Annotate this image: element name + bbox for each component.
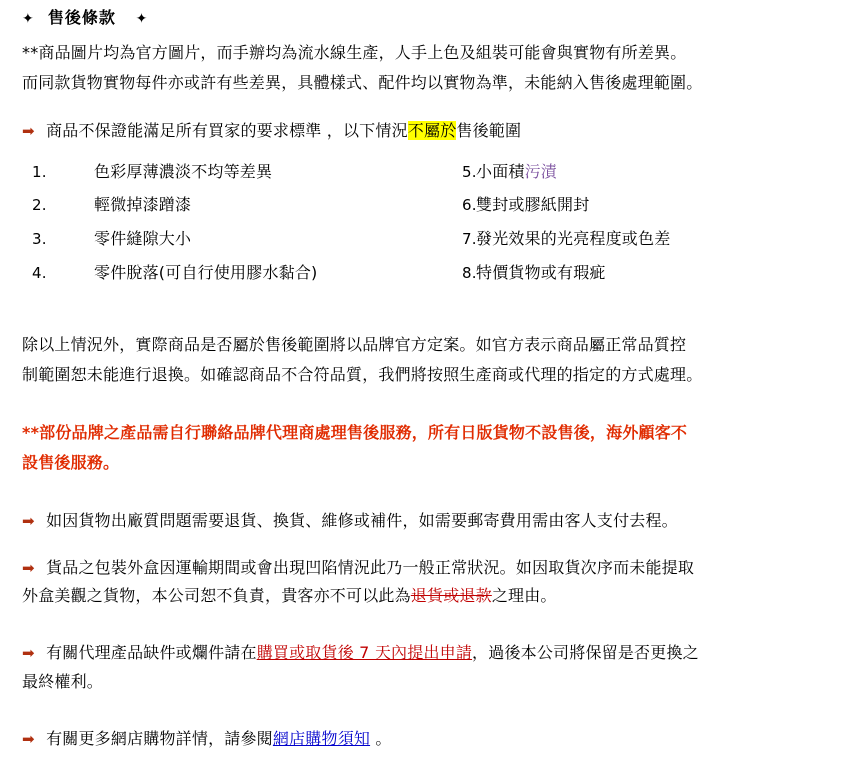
list-item-text: 小面積 — [476, 161, 525, 181]
list-item-label: 輕微掉漆蹭漆 — [94, 195, 192, 215]
bullet-2 — [22, 554, 850, 583]
bullet-3-emphasis: 購買或取貨後 7 天內提出申請 — [256, 643, 473, 663]
list-item — [22, 160, 436, 185]
list-item-number: 3. — [32, 230, 47, 249]
list-item-text-accent: 污漬 — [524, 161, 558, 181]
list-item-number: 6. — [462, 196, 477, 215]
arrow-icon: ➡ — [22, 558, 35, 577]
title-decoration-left: ✦ — [22, 11, 35, 27]
list-item-label — [476, 160, 850, 185]
notice-line — [22, 117, 850, 146]
list-item — [436, 193, 850, 218]
bullet-2-text-a: 外盒美觀之貨物，本公司恕不負責，貴客亦不可以此為 — [22, 586, 411, 606]
list-item — [22, 227, 436, 252]
arrow-icon: ➡ — [22, 511, 35, 530]
list-item-number: 4. — [32, 263, 47, 282]
list-item-number: 5. — [462, 162, 477, 181]
exclusion-list-right — [436, 160, 850, 295]
list-item-label: 發光效果的光亮程度或色差 — [476, 229, 671, 249]
title-decoration-right: ✦ — [135, 11, 149, 27]
list-item-label: 色彩厚薄濃淡不均等差異 — [94, 161, 273, 181]
list-item-label: 特價貨物或有瑕疵 — [476, 262, 606, 282]
exclusion-lists — [22, 160, 850, 295]
list-item — [22, 193, 436, 218]
page-title — [22, 6, 850, 31]
list-item-number: 8. — [462, 263, 477, 282]
bullet-2-text-b: 之理由。 — [491, 586, 557, 606]
list-item-label: 雙封或膠紙開封 — [476, 195, 590, 215]
warning-line-1: **部份品牌之產品需自行聯絡品牌代理商處理售後服務，所有日版貨物不設售後，海外顧客不 — [22, 422, 688, 442]
notice-text-after: 售後範圍 — [456, 120, 522, 140]
bullet-3-text-a: 有關代理產品缺件或爛件請在 — [46, 643, 257, 663]
bullet-4 — [22, 725, 850, 754]
list-item — [436, 160, 850, 185]
bullet-4-text-b: 。 — [375, 728, 392, 748]
bullet-3-line-2: 最終權利。 — [22, 671, 104, 691]
list-item — [436, 227, 850, 252]
policy-line-1: 除以上情況外，實際商品是否屬於售後範圍將以品牌官方定案。如官方表示商品屬正常品質控 — [22, 334, 687, 354]
bullet-2-line-2 — [22, 582, 850, 611]
bullet-1-text: 如因貨物出廠質問題需要退貨、換貨、維修或補件，如需要郵寄費用需由客人支付去程。 — [46, 510, 678, 530]
shop-guide-link[interactable]: 網店購物須知 — [272, 728, 371, 748]
bullet-1 — [22, 507, 850, 536]
bullet-3-text-b: ，過後本公司將保留是否更換之 — [472, 643, 699, 663]
bullet-3 — [22, 639, 850, 668]
warning-line-2: 設售後服務。 — [22, 452, 120, 472]
list-item-number: 1. — [32, 162, 47, 181]
arrow-icon: ➡ — [22, 729, 35, 748]
arrow-icon: ➡ — [22, 121, 35, 140]
arrow-icon: ➡ — [22, 644, 35, 663]
intro-line-2: 而同款貨物實物每件亦或許有些差異，具體樣式、配件均以實物為準，未能納入售後處理範圍。 — [22, 72, 703, 92]
bullet-4-text-a: 有關更多網店購物詳情，請參閱 — [46, 728, 273, 748]
list-item — [22, 261, 436, 286]
bullet-2-strikethrough: 退貨或退款 — [410, 586, 492, 606]
policy-line-2: 制範圍恕未能進行退換。如確認商品不合符品質，我們將按照生產商或代理的指定的方式處理。 — [22, 364, 703, 384]
list-item-number: 7. — [462, 230, 477, 249]
notice-text-before: 商品不保證能滿足所有買家的要求標準 — [46, 120, 322, 140]
exclusion-list-left — [22, 160, 436, 295]
list-item-number: 2. — [32, 196, 47, 215]
list-item — [436, 261, 850, 286]
notice-highlight: 不屬於 — [407, 120, 457, 140]
title-text: 售後條款 — [47, 8, 116, 27]
list-item-label: 零件脫落(可自行使用膠水黏合) — [94, 262, 318, 282]
notice-text-mid: ，以下情況 — [326, 120, 408, 140]
intro-line-1: **商品圖片均為官方圖片，而手辦均為流水線生產，人手上色及組裝可能會與實物有所差異。 — [22, 42, 687, 62]
list-item-label: 零件縫隙大小 — [94, 229, 192, 249]
bullet-2-text: 貨品之包裝外盒因運輸期間或會出現凹陷情況此乃一般正常狀況。如因取貨次序而未能提取 — [46, 557, 695, 577]
